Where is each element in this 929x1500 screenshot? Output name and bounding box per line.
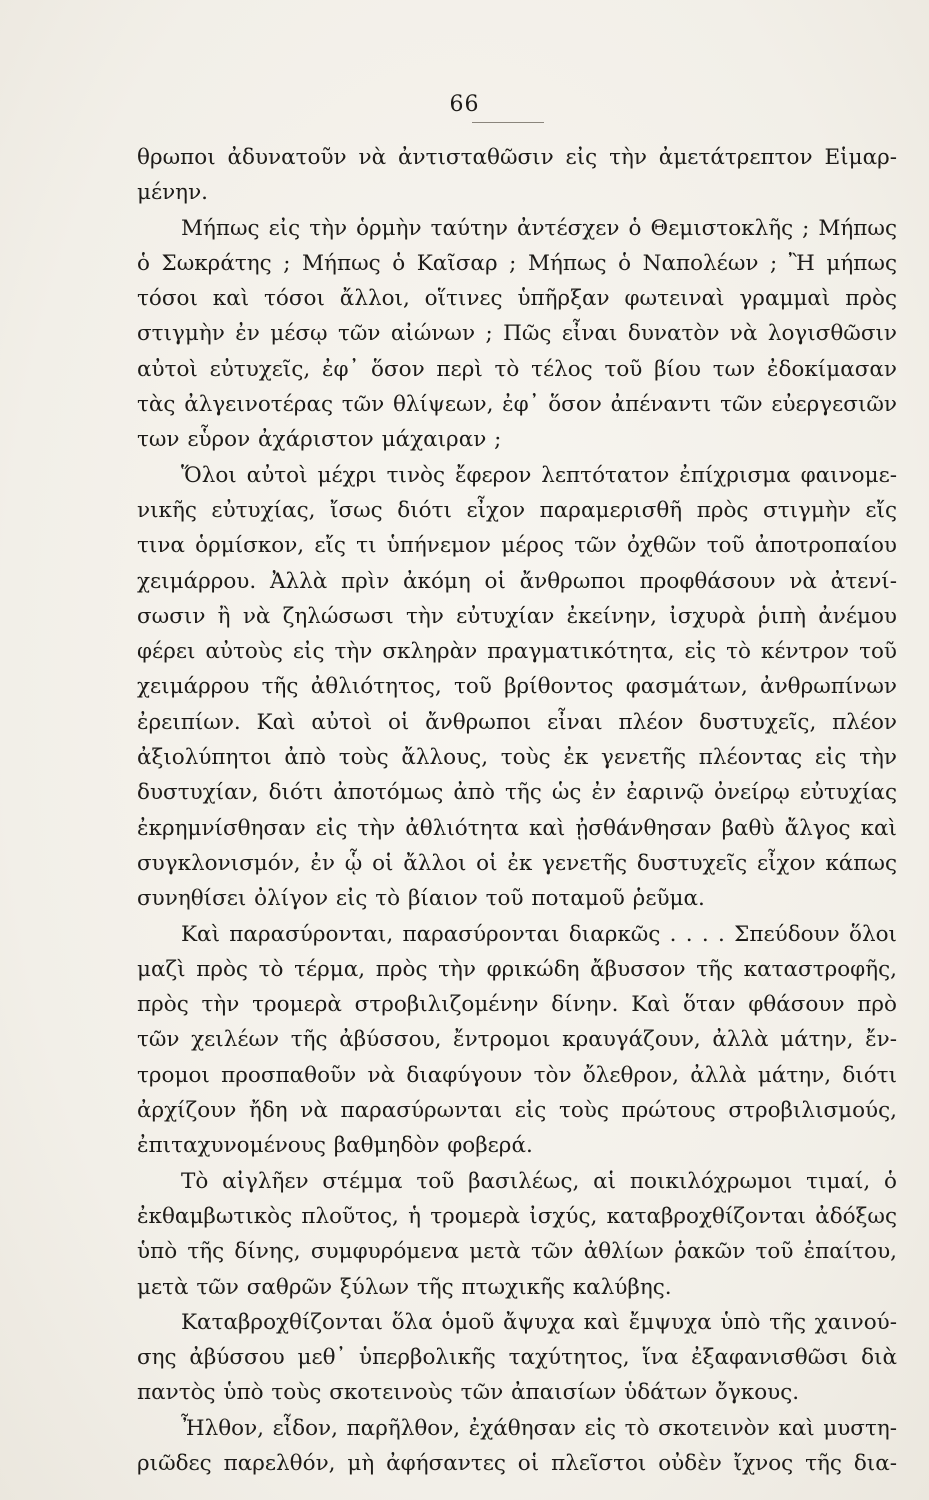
- page-number-rule: [472, 122, 544, 123]
- text-line: χειμάρρου. Ἀλλὰ πρὶν ἀκόμη οἱ ἄνθρωποι προφθάσουν νὰ ἀτενί-: [137, 568, 897, 594]
- text-line: Καὶ παρασύρονται, παρασύρονται διαρκῶς . . . . Σπεύδουν ὅλοι: [181, 921, 897, 947]
- text-line: τρομοι προσπαθοῦν νὰ διαφύγουν τὸν ὄλεθρον, ἀλλὰ μάτην, διότι: [137, 1062, 897, 1088]
- text-line: ἐκθαμβωτικὸς πλοῦτος, ἡ τρομερὰ ἰσχύς, καταβροχθίζονται ἀδόξως: [137, 1203, 897, 1229]
- text-line: σωσιν ἢ νὰ ζηλώσωσι τὴν εὐτυχίαν ἐκείνην, ἰσχυρὰ ῥιπὴ ἀνέμου: [137, 603, 897, 629]
- text-line: θρωποι ἀδυνατοῦν νὰ ἀντισταθῶσιν εἰς τὴν ἀμετάτρεπτον Εἱμαρ-: [137, 145, 897, 170]
- text-line: μένην.: [137, 180, 208, 206]
- text-line: ἐκρημνίσθησαν εἰς τὴν ἀθλιότητα καὶ ᾐσθάνθησαν βαθὺ ἄλγος καὶ: [137, 815, 897, 841]
- text-line: τὰς ἀλγεινοτέρας τῶν θλίψεων, ἐφ᾿ ὅσον ἀπέναντι τῶν εὐεργεσιῶν: [137, 392, 897, 418]
- text-line: μαζὶ πρὸς τὸ τέρμα, πρὸς τὴν φρικώδη ἄβυσσον τῆς καταστροφῆς,: [137, 956, 897, 982]
- text-line: ἀξιολύπητοι ἀπὸ τοὺς ἄλλους, τοὺς ἐκ γενετῆς πλέοντας εἰς τὴν: [137, 745, 897, 771]
- text-line: δυστυχίαν, διότι ἀποτόμως ἀπὸ τῆς ὡς ἐν ἐαρινῷ ὀνείρῳ εὐτυχίας: [137, 780, 897, 806]
- text-line: συνηθίσει ὀλίγον εἰς τὸ βίαιον τοῦ ποταμοῦ ῥεῦμα.: [137, 886, 705, 912]
- text-line: σης ἀβύσσου μεθ᾿ ὑπερβολικῆς ταχύτητος, ἵνα ἐξαφανισθῶσι διὰ: [137, 1345, 897, 1371]
- text-line: χειμάρρου τῆς ἀθλιότητος, τοῦ βρίθοντος φασμάτων, ἀνθρωπίνων: [137, 674, 897, 700]
- text-line: Τὸ αἰγλῆεν στέμμα τοῦ βασιλέως, αἱ ποικιλόχρωμοι τιμαί, ὁ: [181, 1168, 897, 1194]
- text-line: ἀρχίζουν ἤδη νὰ παρασύρωνται εἰς τοὺς πρώτους στροβιλισμούς,: [137, 1098, 897, 1124]
- text-line: ὁ Σωκράτης ; Μήπως ὁ Καῖσαρ ; Μήπως ὁ Ναπολέων ; Ἢ μήπως: [137, 250, 897, 276]
- text-line: ἐπιταχυνομένους βαθμηδὸν φοβερά.: [137, 1133, 533, 1159]
- text-line: πρὸς τὴν τρομερὰ στροβιλιζομένην δίνην. Καὶ ὅταν φθάσουν πρὸ: [137, 992, 897, 1018]
- text-line: Καταβροχθίζονται ὅλα ὁμοῦ ἄψυχα καὶ ἔμψυχα ὑπὸ τῆς χαινού-: [181, 1309, 897, 1335]
- text-line: τῶν χειλέων τῆς ἀβύσσου, ἔντρομοι κραυγάζουν, ἀλλὰ μάτην, ἔν-: [137, 1027, 897, 1053]
- text-line: αὐτοὶ εὐτυχεῖς, ἐφ᾿ ὅσον περὶ τὸ τέλος τοῦ βίου των ἐδοκίμασαν: [137, 356, 897, 382]
- text-line: νικῆς εὐτυχίας, ἴσως διότι εἶχον παραμερισθῆ πρὸς στιγμὴν εἴς: [137, 497, 897, 523]
- page-number: 66: [449, 92, 480, 117]
- body-text: [137, 140, 897, 1481]
- text-line: παντὸς ὑπὸ τοὺς σκοτεινοὺς τῶν ἀπαισίων ὑδάτων ὄγκους.: [137, 1380, 800, 1406]
- text-line: τόσοι καὶ τόσοι ἄλλοι, οἵτινες ὑπῆρξαν φωτειναὶ γραμμαὶ πρὸς: [137, 286, 897, 312]
- text-line: ριῶδες παρελθόν, μὴ ἀφήσαντες οἱ πλεῖστοι οὐδὲν ἴχνος τῆς δια-: [137, 1450, 897, 1476]
- text-line: Ἦλθον, εἶδον, παρῆλθον, ἐχάθησαν εἰς τὸ σκοτεινὸν καὶ μυστη-: [181, 1415, 897, 1441]
- text-line: στιγμὴν ἐν μέσῳ τῶν αἰώνων ; Πῶς εἶναι δυνατὸν νὰ λογισθῶσιν: [137, 321, 897, 347]
- text-line: φέρει αὐτοὺς εἰς τὴν σκληρὰν πραγματικότητα, εἰς τὸ κέντρον τοῦ: [137, 639, 897, 665]
- text-line: μετὰ τῶν σαθρῶν ξύλων τῆς πτωχικῆς καλύβης.: [137, 1274, 672, 1300]
- text-line: των εὗρον ἀχάριστον μάχαιραν ;: [137, 427, 502, 453]
- text-line: Ὅλοι αὐτοὶ μέχρι τινὸς ἔφερον λεπτότατον ἐπίχρισμα φαινομε-: [181, 462, 897, 488]
- text-line: τινα ὁρμίσκον, εἴς τι ὑπήνεμον μέρος τῶν ὀχθῶν τοῦ ἀποτροπαίου: [137, 533, 897, 559]
- text-line: Μήπως εἰς τὴν ὁρμὴν ταύτην ἀντέσχεν ὁ Θεμιστοκλῆς ; Μήπως: [181, 215, 897, 241]
- text-line: ἐρειπίων. Καὶ αὐτοὶ οἱ ἄνθρωποι εἶναι πλέον δυστυχεῖς, πλέον: [137, 709, 897, 735]
- text-line: συγκλονισμόν, ἐν ᾧ οἱ ἄλλοι οἱ ἐκ γενετῆς δυστυχεῖς εἶχον κάπως: [137, 850, 897, 876]
- text-line: ὑπὸ τῆς δίνης, συμφυρόμενα μετὰ τῶν ἀθλίων ῥακῶν τοῦ ἐπαίτου,: [137, 1239, 897, 1265]
